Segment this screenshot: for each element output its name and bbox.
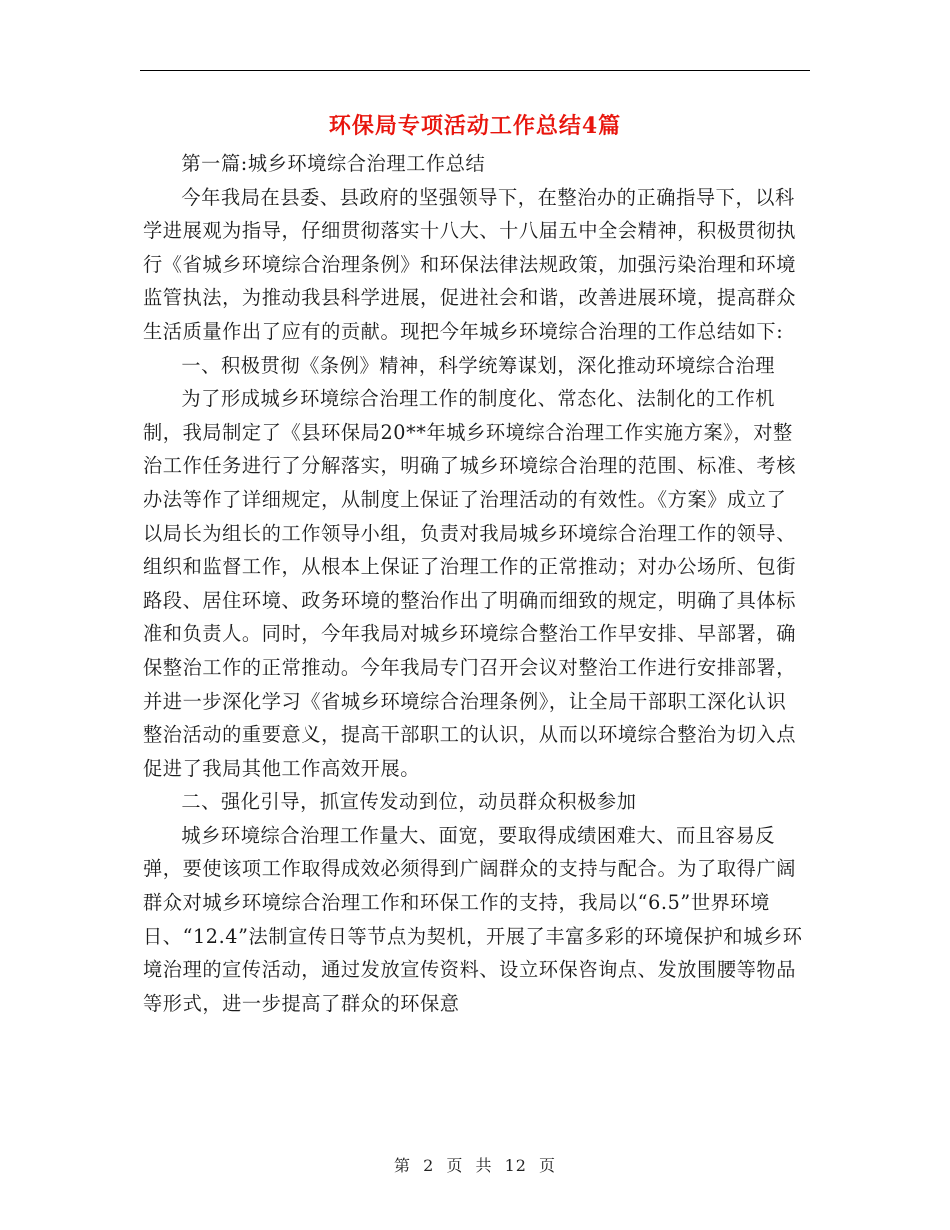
page-footer (0, 1153, 950, 1176)
footer-total-word: 共 (475, 1156, 493, 1175)
section-heading-one: 一、积极贯彻《条例》精神，科学统筹谋划，深化推动环境综合治理 (181, 353, 776, 377)
footer-suffix: 页 (539, 1156, 557, 1175)
current-page-number: 2 (423, 1156, 435, 1175)
document-title: 环保局专项活动工作总结4篇 (328, 113, 622, 139)
section-heading-part-one: 第一篇:城乡环境综合治理工作总结 (181, 152, 486, 175)
paragraph-intro: 今年我局在县委、县政府的坚强领导下，在整治办的正确指导下，以科学进展观为指导，仔细贯彻落实十八大、十八届五中全会精神，积极贯彻执行《省城乡环境综合治理条例》和环保法律法规政策，加强污染治理和环境监管执法，为推动我县科学进展，促进社会和谐，改善进展环境，提高群众生活质量作出了应有的贡献。现把今年城乡环境综合治理的工作总结如下: (143, 185, 796, 343)
paragraph-section-two: 城乡环境综合治理工作量大、面宽，要取得成绩困难大、而且容易反弹，要使该项工作取得成效必须得到广阔群众的支持与配合。为了取得广阔群众对城乡环境综合治理工作和环保工作的支持，我局以“6.5”世界环境日、“12.4”法制宣传日等节点为契机，开展了丰富多彩的环境保护和城乡环境治理的宣传活动，通过发放宣传资料、设立环保咨询点、发放围腰等物品等形式，进一步提高了群众的环保意 (143, 823, 803, 1015)
paragraph-section-one: 为了形成城乡环境综合治理工作的制度化、常态化、法制化的工作机制，我局制定了《县环保局20**年城乡环境综合治理工作实施方案》，对整治工作任务进行了分解落实，明确了城乡环境综合治理的范围、标准、考核办法等作了详细规定，从制度上保证了治理活动的有效性。《方案》成立了以局长为组长的工作领导小组，负责对我局城乡环境综合治理工作的领导、组织和监督工作，从根本上保证了治理工作的正常推动；对办公场所、包街路段、居住环境、政务环境的整治作出了明确而细致的规定，明确了具体标准和负责人。同时，今年我局对城乡环境综合整治工作早安排、早部署，确保整治工作的正常推动。今年我局专门召开会议对整治工作进行安排部署，并进一步深化学习《省城乡环境综合治理条例》，让全局干部职工深化认识整治活动的重要意义，提高干部职工的认识，从而以环境综合整治为切入点促进了我局其他工作高效开展。 (143, 387, 796, 780)
section-heading-two: 二、强化引导，抓宣传发动到位，动员群众积极参加 (181, 790, 637, 814)
footer-prefix: 第 (393, 1156, 411, 1175)
document-body (143, 147, 803, 1020)
header-rule (140, 70, 810, 71)
total-pages-number: 12 (504, 1156, 527, 1175)
footer-page-word: 页 (446, 1156, 464, 1175)
